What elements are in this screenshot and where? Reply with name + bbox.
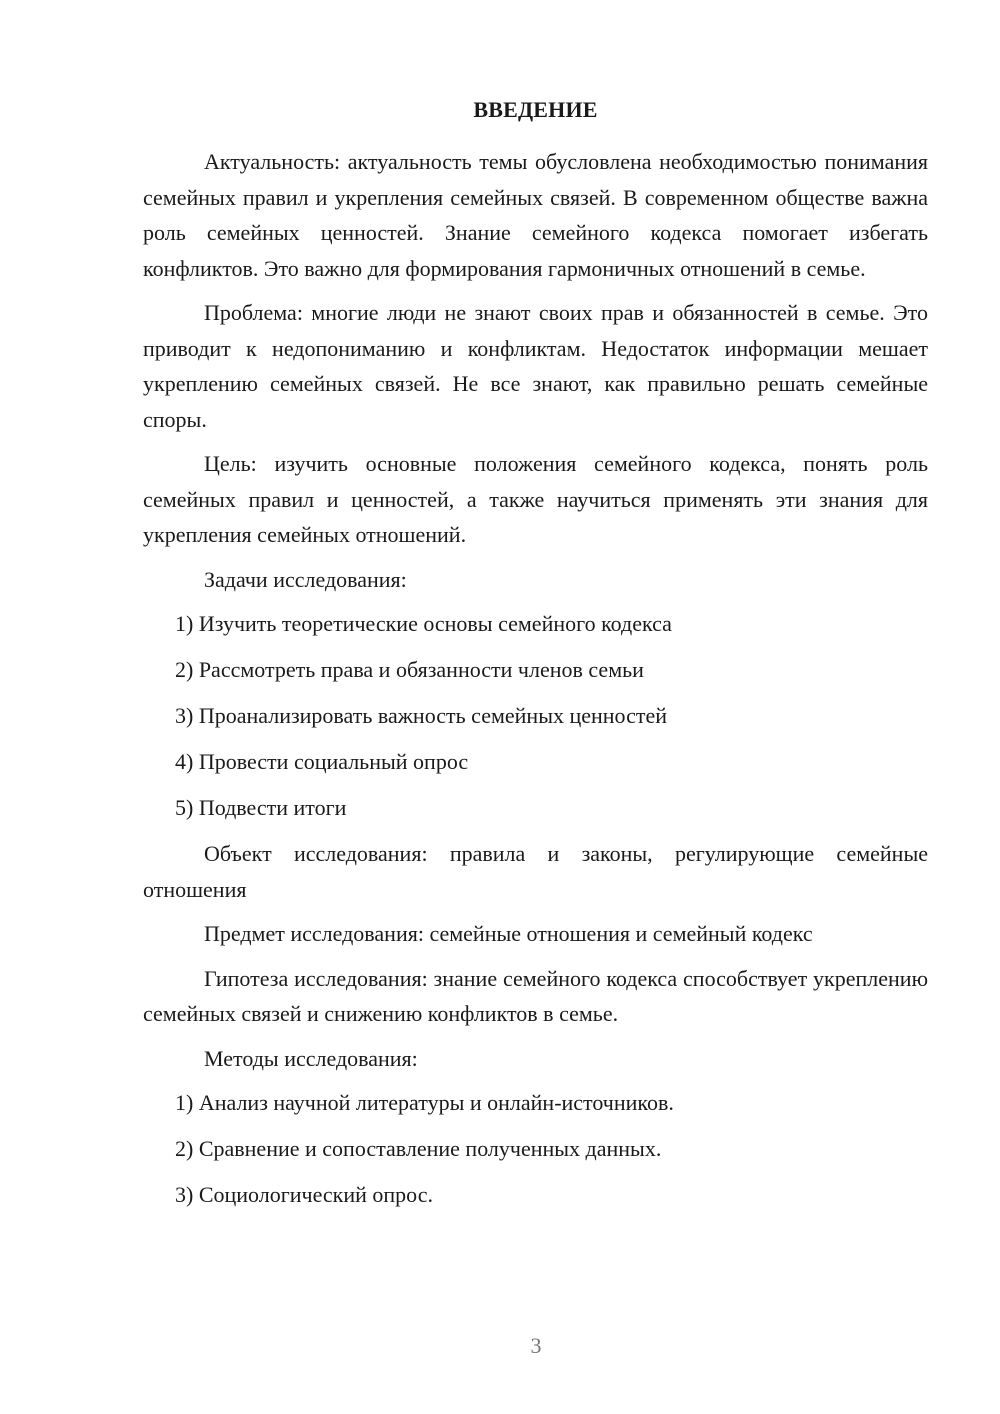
problem-paragraph: Проблема: многие люди не знают своих прав и обязанностей в семье. Это приводит к недопониманию и конфликтам. Недостаток информации мешает укреплению семейных связей. Не все знают, как правильно решать семейные споры. [143, 300, 928, 432]
subject-paragraph: Предмет исследования: семейные отношения и семейный кодекс [204, 921, 813, 946]
relevance-paragraph: Актуальность: актуальность темы обусловлена необходимостью понимания семейных правил и укрепления семейных связей. В современном обществе важна роль семейных ценностей. Знание семейного кодекса помогает избегать конфликтов. Это важно для формирования гармоничных отношений в семье. [143, 149, 928, 281]
methods-heading: Методы исследования: [204, 1045, 418, 1071]
method-item: 1) Анализ научной литературы и онлайн-источников. [175, 1090, 674, 1115]
task-item: 3) Проанализировать важность семейных ценностей [175, 703, 668, 728]
task-item: 5) Подвести итоги [175, 795, 347, 820]
hypothesis-paragraph: Гипотеза исследования: знание семейного кодекса способствует укреплению семейных связей и снижению конфликтов в семье. [143, 965, 928, 1026]
object-paragraph: Объект исследования: правила и законы, регулирующие семейные отношения [143, 841, 928, 902]
tasks-heading: Задачи исследования: [204, 566, 407, 592]
goal-paragraph: Цель: изучить основные положения семейного кодекса, понять роль семейных правил и ценностей, а также научиться применять эти знания для укрепления семейных отношений. [143, 451, 928, 547]
method-item: 3) Социологический опрос. [175, 1182, 433, 1207]
task-item: 2) Рассмотреть права и обязанности членов семьи [175, 657, 644, 682]
task-item: 4) Провести социальный опрос [175, 749, 469, 774]
document-body [143, 94, 928, 1223]
task-item: 1) Изучить теоретические основы семейного кодекса [175, 611, 672, 636]
section-title: ВВЕДЕНИЕ [473, 97, 598, 122]
method-item: 2) Сравнение и сопоставление полученных данных. [175, 1136, 662, 1161]
page-number: 3 [530, 1333, 542, 1358]
